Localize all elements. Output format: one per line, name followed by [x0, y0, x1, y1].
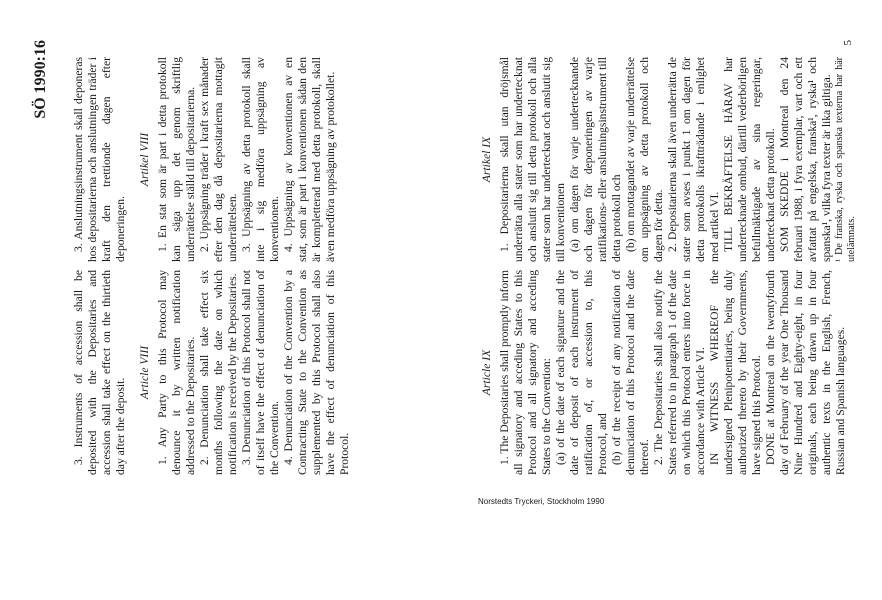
- page-number: 5: [842, 40, 854, 46]
- english-paragraph: 3. Denunciation of this Protocol shall not of itself have the effect of denunciation of the Convention.: [240, 270, 281, 475]
- swedish-paragraph: (a) om dagen för varje undertecknande och dagen för deponeringen av varje ratifikations- eller anslutningsinstrument till detta protokoll och: [568, 57, 623, 262]
- english-paragraph: IN WITNESS WHEREOF the undersigned Plenipotentiaries, being duly authorized thereto by their Governments, have signed this Protocol.: [708, 270, 763, 475]
- english-paragraph: 4. Denunciation of the Convention by a Contracting State to the Convention as supplemented by this Protocol shall also have the effect of denunciation of this Protocol.: [282, 270, 351, 475]
- swedish-paragraph: 4. Uppsägning av konventionen av en stat, som är part i konventionen sådan den är kompletterad med detta protokoll, skall även medföra uppsägning av protokollet.: [282, 57, 337, 262]
- swedish-paragraph: 3. Uppsägning av detta protokoll skall inte i sig medföra uppsägning av konventionen.: [240, 57, 281, 262]
- swedish-paragraph: 2. Uppsägning träder i kraft sex månader efter den dag då depositarierna mottagit underrättelsen.: [198, 57, 239, 262]
- english-paragraph: (a) of the date of each signature and the date of deposit of each instrument of ratification of, or accession to, this Protocol, and: [554, 270, 609, 475]
- swedish-paragraph: (b) om mottagandet av varje underrättelse om uppsägning av detta protokoll och dagen för detta.: [624, 57, 665, 262]
- swedish-column-lower: [470, 57, 857, 262]
- english-paragraph: 3. Instruments of accession shall be deposited with the Depositaries and accession shall take effect on the thirtieth day after the deposit.: [72, 270, 127, 475]
- english-paragraph: (b) of the receipt of any notification of denunciation of this Protocol and the date thereof.: [610, 270, 651, 475]
- english-paragraph: 1. The Depositaries shall promptly inform all signatory and acceding States to this Protocol and all signatory and acceding States to the Convention:: [498, 270, 553, 475]
- english-column-upper: [72, 270, 412, 475]
- swedish-paragraph: SOM SKEDDE i Montreal den 24 februari 1988, i fyra exemplar, vart och ett avfattat på engelska, franska¹, ryska¹ och spanska¹, vilka fyra texter är lika giltiga.: [778, 57, 833, 262]
- printer-imprint-text: Norstedts Tryckeri, Stockholm 1990: [478, 497, 605, 506]
- swedish-footnote: ¹ De franska, ryska och spanska texterna har här utelämnats.: [834, 57, 857, 262]
- swedish-paragraph: 3. Anslutningsinstrument skall deponeras hos depositarierna och anslutningen träder i kraft den trettionde dagen efter deponeringen.: [72, 57, 127, 262]
- document-reference: SÖ 1990:16: [32, 40, 49, 119]
- swedish-column-upper: [72, 57, 412, 262]
- swedish-paragraph: TILL BEKRÄFTELSE HÄRAV har undertecknade ombud, därtill vederbörligen befullmäktigade av sina regeringar, undertecknat detta protokoll.: [722, 57, 777, 262]
- swedish-paragraph: 2. Depositarierna skall även underrätta de stater som avses i punkt 1 om dagen för detta protokolls ikraftträdande i enlighet med artikel VI.: [666, 57, 721, 262]
- english-paragraph: DONE at Montreal on the twentyfourth day of February of the year One Thousand Nine Hundred and Eighty-eight, in four originals, each being drawn up in four authentic texts in the English, French, Russian and Spanish languages.: [764, 270, 847, 475]
- swedish-paragraph: 1. En stat som är part i detta protokoll kan säga upp det genom skriftlig underrättelse ställd till depositarierna.: [156, 57, 197, 262]
- swedish-paragraph: 1. Depositarierna skall utan dröjsmål underrätta alla stater som har undertecknat och anslutit sig till detta protokoll och alla stater som har undertecknat och anslutit sig till konventionen: [498, 57, 567, 262]
- english-column-lower: [470, 270, 850, 475]
- english-paragraph: 2. The Depositaries shall also notify the States referred to in paragraph 1 of the date on which this Protocol enters into force in accordance with Article VI.: [652, 270, 707, 475]
- english-paragraph: 1. Any Party to this Protocol may denounce it by written notification addressed to the Depositaries.: [156, 270, 197, 475]
- swedish-article-ix-heading: Artikel IX: [480, 136, 493, 183]
- printer-imprint: [478, 496, 778, 505]
- swedish-article-viii-heading: Artikel VIII: [138, 132, 151, 187]
- english-paragraph: 2. Denunciation shall take effect six months following the date on which notification is received by the Depositaries.: [198, 270, 239, 475]
- english-article-viii-heading: Article VIII: [138, 345, 151, 400]
- english-article-ix-heading: Article IX: [480, 349, 493, 396]
